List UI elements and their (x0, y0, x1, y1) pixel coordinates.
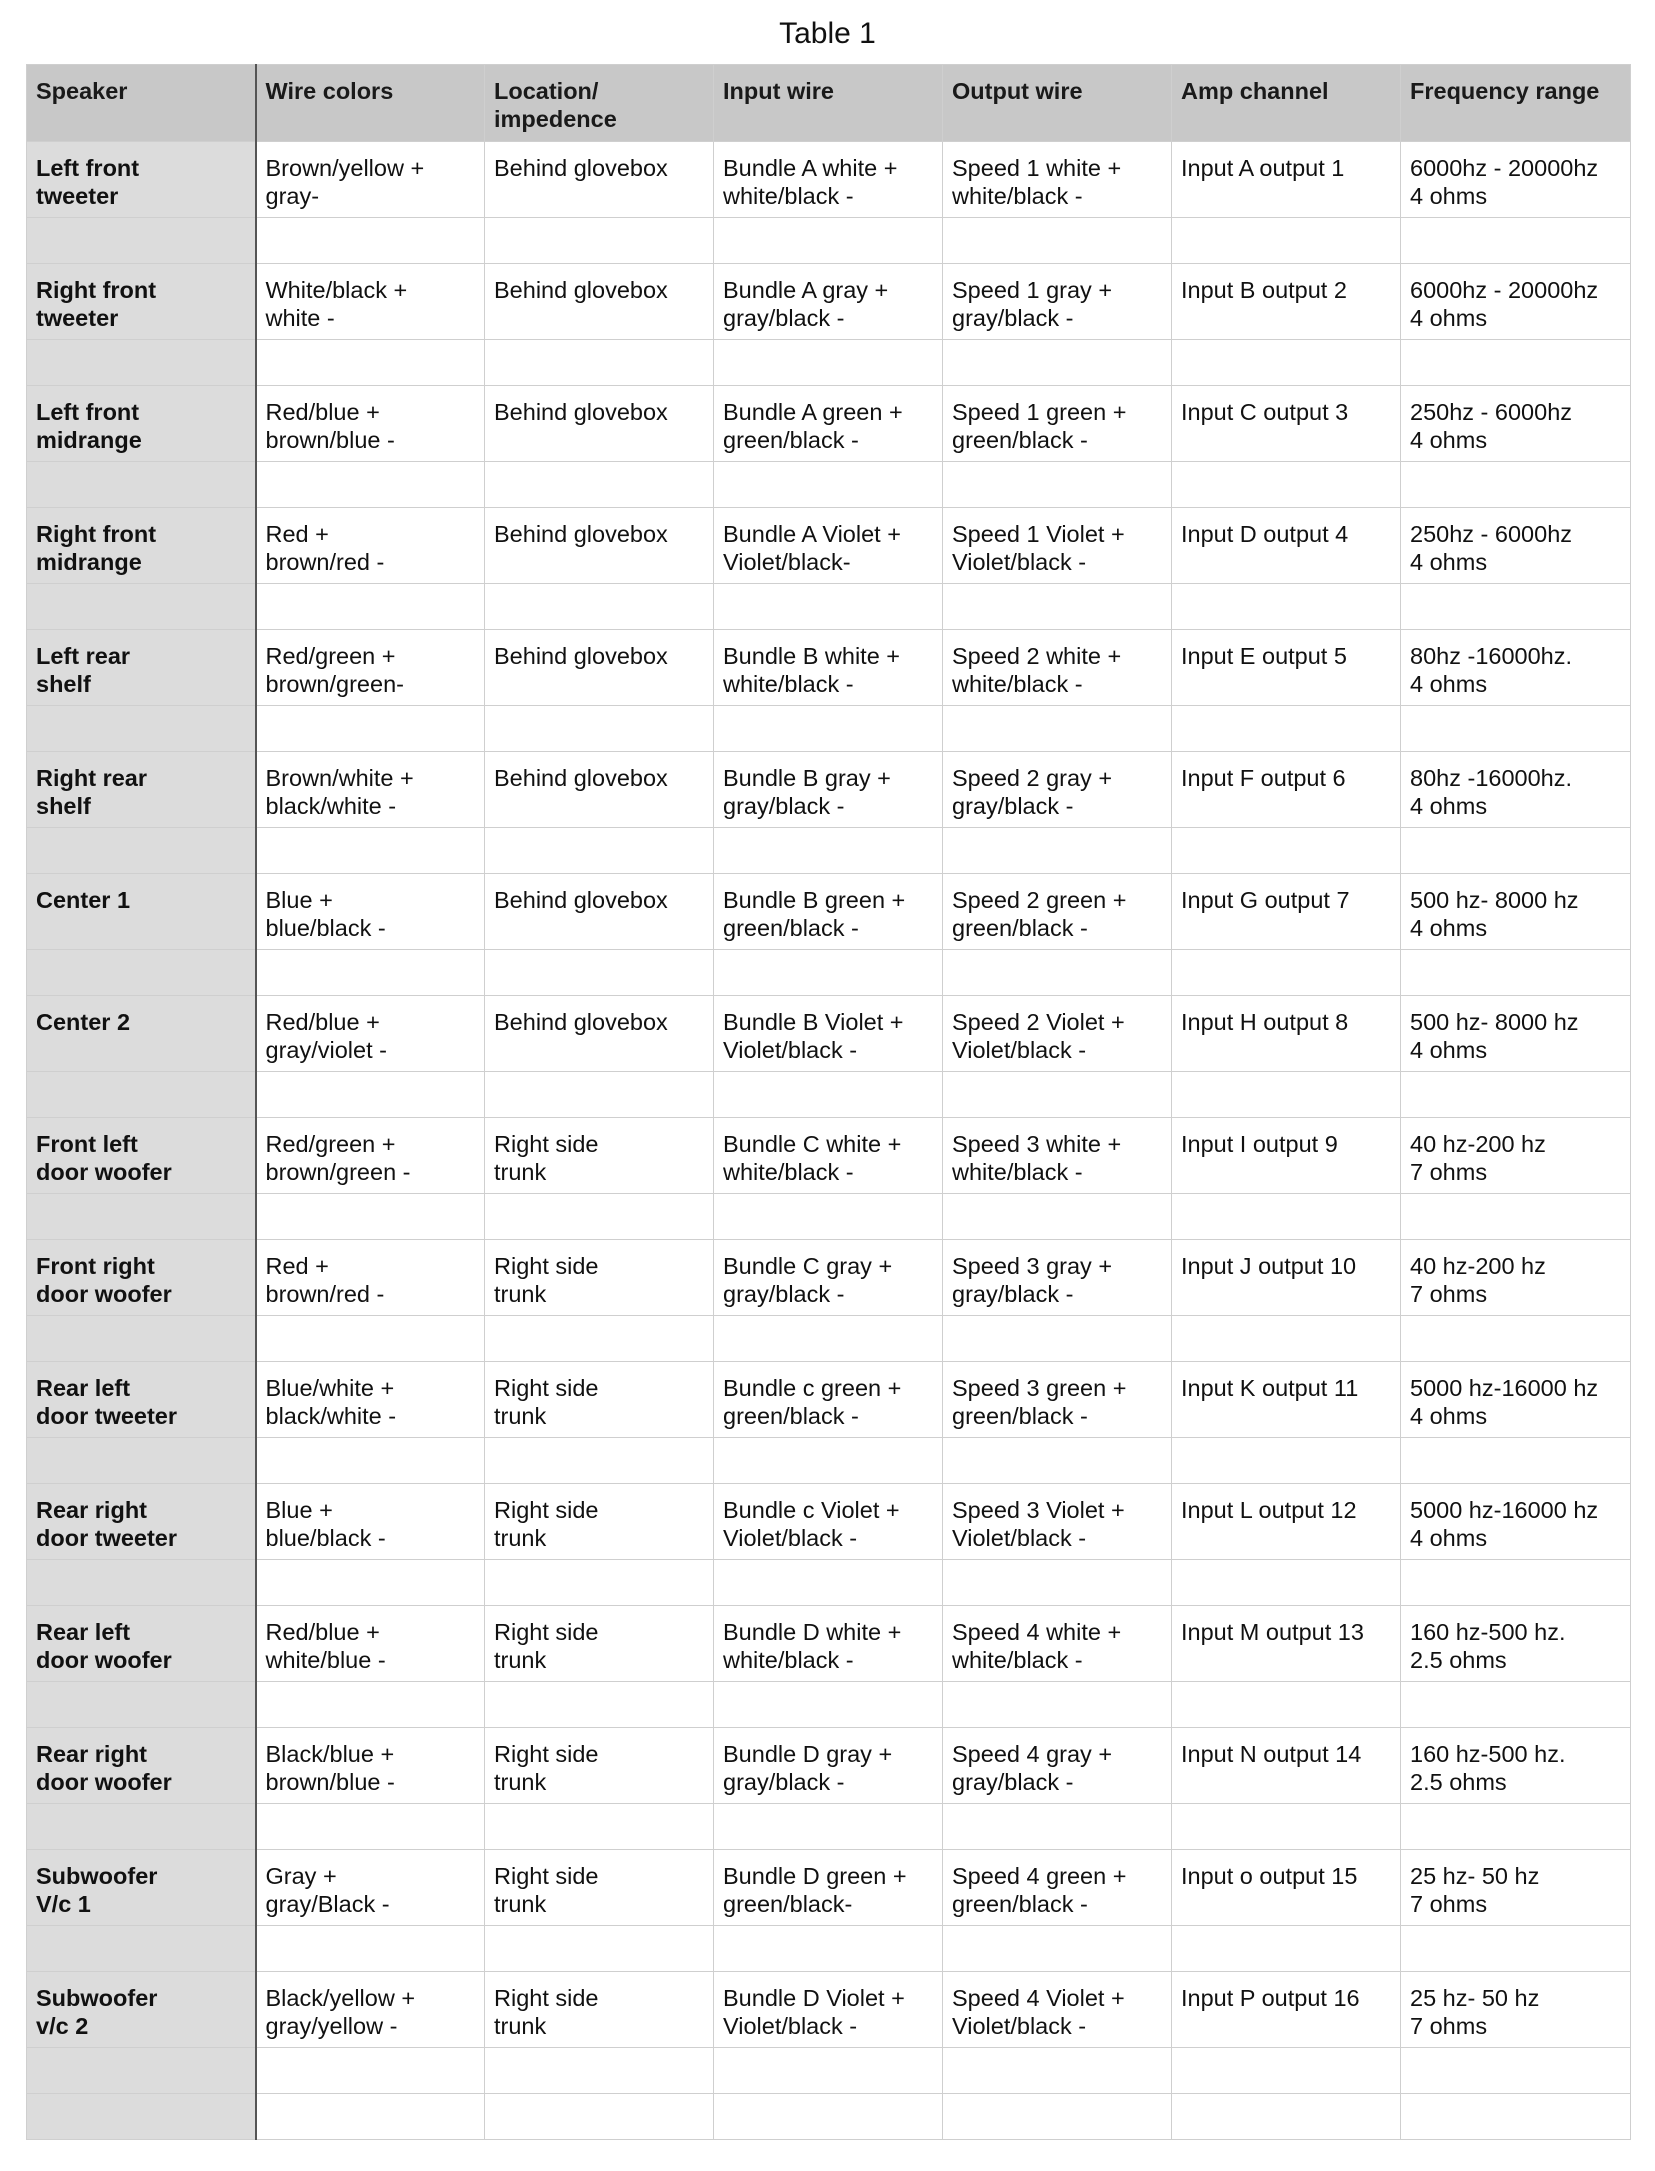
amp-channel-cell: Input J output 10 (1172, 1240, 1401, 1316)
output-wire-cell: Speed 1 gray + gray/black - (943, 264, 1172, 340)
empty-cell (1172, 1804, 1401, 1850)
wire-colors-cell: Gray + gray/Black - (256, 1850, 485, 1926)
table-row (27, 630, 1631, 706)
frequency-range-cell: 250hz - 6000hz 4 ohms (1401, 386, 1631, 462)
empty-cell (714, 1804, 943, 1850)
amp-channel-cell: Input N output 14 (1172, 1728, 1401, 1804)
frequency-range-cell: 5000 hz-16000 hz 4 ohms (1401, 1484, 1631, 1560)
output-wire-cell: Speed 2 Violet + Violet/black - (943, 996, 1172, 1072)
speaker-cell: Rear left door tweeter (27, 1362, 256, 1438)
empty-cell (1172, 218, 1401, 264)
location-cell: Behind glovebox (485, 386, 714, 462)
empty-cell (1172, 2048, 1401, 2094)
speaker-cell: Rear right door woofer (27, 1728, 256, 1804)
spacer-row (27, 1072, 1631, 1118)
wire-colors-cell: Black/blue + brown/blue - (256, 1728, 485, 1804)
frequency-range-cell: 5000 hz-16000 hz 4 ohms (1401, 1362, 1631, 1438)
empty-cell (1401, 1072, 1631, 1118)
empty-cell (485, 1682, 714, 1728)
empty-cell (1401, 1316, 1631, 1362)
empty-cell (485, 1804, 714, 1850)
empty-cell (485, 2094, 714, 2140)
empty-cell (485, 1194, 714, 1240)
empty-cell (485, 1926, 714, 1972)
empty-cell (1401, 218, 1631, 264)
speaker-cell: Subwoofer V/c 1 (27, 1850, 256, 1926)
header-output-wire: Output wire (943, 65, 1172, 142)
speaker-cell: Front right door woofer (27, 1240, 256, 1316)
empty-cell (256, 340, 485, 386)
empty-cell (27, 2048, 256, 2094)
output-wire-cell: Speed 2 green + green/black - (943, 874, 1172, 950)
header-row (27, 65, 1631, 142)
input-wire-cell: Bundle c Violet + Violet/black - (714, 1484, 943, 1560)
empty-cell (256, 2094, 485, 2140)
empty-cell (27, 218, 256, 264)
location-cell: Behind glovebox (485, 508, 714, 584)
wire-colors-cell: Black/yellow + gray/yellow - (256, 1972, 485, 2048)
output-wire-cell: Speed 3 Violet + Violet/black - (943, 1484, 1172, 1560)
location-cell: Right side trunk (485, 1240, 714, 1316)
speaker-cell: Front left door woofer (27, 1118, 256, 1194)
location-cell: Behind glovebox (485, 996, 714, 1072)
header-wire-colors: Wire colors (256, 65, 485, 142)
empty-cell (256, 1438, 485, 1484)
empty-cell (1401, 1926, 1631, 1972)
output-wire-cell: Speed 4 white + white/black - (943, 1606, 1172, 1682)
empty-cell (714, 1926, 943, 1972)
empty-cell (485, 462, 714, 508)
wire-colors-cell: Red/blue + brown/blue - (256, 386, 485, 462)
empty-cell (256, 1926, 485, 1972)
speaker-cell: Left front tweeter (27, 142, 256, 218)
input-wire-cell: Bundle A white + white/black - (714, 142, 943, 218)
spacer-row (27, 1804, 1631, 1850)
table-row (27, 264, 1631, 340)
table-row (27, 1362, 1631, 1438)
spacer-row (27, 2048, 1631, 2094)
speaker-cell: Right front midrange (27, 508, 256, 584)
spacer-row (27, 828, 1631, 874)
empty-cell (27, 1926, 256, 1972)
amp-channel-cell: Input I output 9 (1172, 1118, 1401, 1194)
empty-cell (256, 828, 485, 874)
empty-cell (943, 462, 1172, 508)
location-cell: Behind glovebox (485, 142, 714, 218)
amp-channel-cell: Input E output 5 (1172, 630, 1401, 706)
empty-cell (256, 462, 485, 508)
input-wire-cell: Bundle D green + green/black- (714, 1850, 943, 1926)
empty-cell (1172, 1316, 1401, 1362)
table-row (27, 508, 1631, 584)
input-wire-cell: Bundle B Violet + Violet/black - (714, 996, 943, 1072)
empty-cell (714, 1316, 943, 1362)
header-input-wire: Input wire (714, 65, 943, 142)
empty-cell (1401, 1438, 1631, 1484)
amp-channel-cell: Input H output 8 (1172, 996, 1401, 1072)
table-row (27, 996, 1631, 1072)
empty-cell (256, 2048, 485, 2094)
table-row (27, 1484, 1631, 1560)
speaker-cell: Left front midrange (27, 386, 256, 462)
empty-cell (1401, 340, 1631, 386)
table-row (27, 386, 1631, 462)
empty-cell (714, 1560, 943, 1606)
output-wire-cell: Speed 4 green + green/black - (943, 1850, 1172, 1926)
empty-cell (943, 584, 1172, 630)
empty-cell (943, 1194, 1172, 1240)
table-row (27, 142, 1631, 218)
speaker-cell: Rear left door woofer (27, 1606, 256, 1682)
empty-cell (27, 706, 256, 752)
wire-colors-cell: Red/blue + gray/violet - (256, 996, 485, 1072)
empty-cell (485, 218, 714, 264)
wire-colors-cell: Blue + blue/black - (256, 1484, 485, 1560)
empty-cell (485, 584, 714, 630)
table-row (27, 1240, 1631, 1316)
frequency-range-cell: 500 hz- 8000 hz 4 ohms (1401, 874, 1631, 950)
header-speaker: Speaker (27, 65, 256, 142)
output-wire-cell: Speed 4 Violet + Violet/black - (943, 1972, 1172, 2048)
empty-cell (1172, 1072, 1401, 1118)
amp-channel-cell: Input M output 13 (1172, 1606, 1401, 1682)
empty-cell (485, 1438, 714, 1484)
output-wire-cell: Speed 3 white + white/black - (943, 1118, 1172, 1194)
wire-colors-cell: Red/blue + white/blue - (256, 1606, 485, 1682)
wire-colors-cell: Blue + blue/black - (256, 874, 485, 950)
table-row (27, 1118, 1631, 1194)
empty-cell (1401, 1560, 1631, 1606)
empty-cell (1172, 1926, 1401, 1972)
empty-cell (485, 1072, 714, 1118)
speaker-cell: Center 2 (27, 996, 256, 1072)
empty-cell (714, 1682, 943, 1728)
spacer-row (27, 2094, 1631, 2140)
empty-cell (1401, 2048, 1631, 2094)
empty-cell (1401, 1194, 1631, 1240)
empty-cell (714, 1438, 943, 1484)
empty-cell (256, 1072, 485, 1118)
empty-cell (943, 1560, 1172, 1606)
empty-cell (256, 706, 485, 752)
speaker-cell: Right rear shelf (27, 752, 256, 828)
empty-cell (1401, 950, 1631, 996)
empty-cell (943, 340, 1172, 386)
empty-cell (485, 340, 714, 386)
empty-cell (256, 1560, 485, 1606)
empty-cell (1401, 584, 1631, 630)
spacer-row (27, 706, 1631, 752)
empty-cell (943, 2094, 1172, 2140)
location-cell: Right side trunk (485, 1850, 714, 1926)
empty-cell (943, 706, 1172, 752)
frequency-range-cell: 80hz -16000hz. 4 ohms (1401, 752, 1631, 828)
empty-cell (1172, 1194, 1401, 1240)
frequency-range-cell: 250hz - 6000hz 4 ohms (1401, 508, 1631, 584)
table-body (27, 142, 1631, 2140)
table-row (27, 1606, 1631, 1682)
empty-cell (714, 950, 943, 996)
amp-channel-cell: Input D output 4 (1172, 508, 1401, 584)
input-wire-cell: Bundle c green + green/black - (714, 1362, 943, 1438)
empty-cell (714, 1194, 943, 1240)
empty-cell (27, 340, 256, 386)
empty-cell (943, 2048, 1172, 2094)
amp-channel-cell: Input B output 2 (1172, 264, 1401, 340)
amp-channel-cell: Input L output 12 (1172, 1484, 1401, 1560)
empty-cell (27, 1438, 256, 1484)
output-wire-cell: Speed 1 Violet + Violet/black - (943, 508, 1172, 584)
wire-colors-cell: Brown/yellow + gray- (256, 142, 485, 218)
empty-cell (27, 828, 256, 874)
empty-cell (27, 2094, 256, 2140)
empty-cell (1401, 462, 1631, 508)
table-row (27, 1972, 1631, 2048)
empty-cell (485, 1316, 714, 1362)
frequency-range-cell: 25 hz- 50 hz 7 ohms (1401, 1850, 1631, 1926)
speaker-cell: Subwoofer v/c 2 (27, 1972, 256, 2048)
empty-cell (27, 1804, 256, 1850)
output-wire-cell: Speed 2 gray + gray/black - (943, 752, 1172, 828)
empty-cell (1172, 1438, 1401, 1484)
frequency-range-cell: 40 hz-200 hz 7 ohms (1401, 1240, 1631, 1316)
location-cell: Right side trunk (485, 1606, 714, 1682)
table-title: Table 1 (779, 17, 876, 50)
empty-cell (485, 828, 714, 874)
empty-cell (27, 950, 256, 996)
wire-colors-cell: Red/green + brown/green- (256, 630, 485, 706)
wire-colors-cell: Brown/white + black/white - (256, 752, 485, 828)
amp-channel-cell: Input K output 11 (1172, 1362, 1401, 1438)
empty-cell (1172, 2094, 1401, 2140)
location-cell: Behind glovebox (485, 264, 714, 340)
speaker-cell: Rear right door tweeter (27, 1484, 256, 1560)
amp-channel-cell: Input F output 6 (1172, 752, 1401, 828)
empty-cell (256, 950, 485, 996)
empty-cell (256, 584, 485, 630)
wire-colors-cell: Red/green + brown/green - (256, 1118, 485, 1194)
header-amp-channel: Amp channel (1172, 65, 1401, 142)
speaker-cell: Right front tweeter (27, 264, 256, 340)
frequency-range-cell: 40 hz-200 hz 7 ohms (1401, 1118, 1631, 1194)
empty-cell (943, 1926, 1172, 1972)
spacer-row (27, 1194, 1631, 1240)
header-frequency-range: Frequency range (1401, 65, 1631, 142)
table-row (27, 752, 1631, 828)
input-wire-cell: Bundle D Violet + Violet/black - (714, 1972, 943, 2048)
empty-cell (714, 1072, 943, 1118)
location-cell: Behind glovebox (485, 630, 714, 706)
amp-channel-cell: Input o output 15 (1172, 1850, 1401, 1926)
output-wire-cell: Speed 1 green + green/black - (943, 386, 1172, 462)
spacer-row (27, 340, 1631, 386)
empty-cell (1172, 706, 1401, 752)
empty-cell (485, 1560, 714, 1606)
amp-channel-cell: Input C output 3 (1172, 386, 1401, 462)
wire-colors-cell: Red + brown/red - (256, 508, 485, 584)
table-row (27, 1728, 1631, 1804)
output-wire-cell: Speed 4 gray + gray/black - (943, 1728, 1172, 1804)
input-wire-cell: Bundle B gray + gray/black - (714, 752, 943, 828)
speaker-wiring-table (26, 64, 1631, 2140)
empty-cell (943, 1804, 1172, 1850)
empty-cell (1172, 1682, 1401, 1728)
input-wire-cell: Bundle C gray + gray/black - (714, 1240, 943, 1316)
empty-cell (1401, 1804, 1631, 1850)
empty-cell (256, 218, 485, 264)
input-wire-cell: Bundle B white + white/black - (714, 630, 943, 706)
empty-cell (714, 706, 943, 752)
spacer-row (27, 1560, 1631, 1606)
frequency-range-cell: 160 hz-500 hz. 2.5 ohms (1401, 1606, 1631, 1682)
wire-colors-cell: White/black + white - (256, 264, 485, 340)
location-cell: Behind glovebox (485, 874, 714, 950)
wire-colors-cell: Red + brown/red - (256, 1240, 485, 1316)
wire-colors-cell: Blue/white + black/white - (256, 1362, 485, 1438)
spacer-row (27, 1438, 1631, 1484)
location-cell: Right side trunk (485, 1362, 714, 1438)
header-location: Location/ impedence (485, 65, 714, 142)
empty-cell (256, 1194, 485, 1240)
empty-cell (1172, 1560, 1401, 1606)
spacer-row (27, 1682, 1631, 1728)
empty-cell (943, 1682, 1172, 1728)
empty-cell (256, 1804, 485, 1850)
empty-cell (714, 340, 943, 386)
spacer-row (27, 950, 1631, 996)
frequency-range-cell: 160 hz-500 hz. 2.5 ohms (1401, 1728, 1631, 1804)
input-wire-cell: Bundle A green + green/black - (714, 386, 943, 462)
empty-cell (1172, 462, 1401, 508)
empty-cell (943, 950, 1172, 996)
empty-cell (485, 706, 714, 752)
empty-cell (27, 1560, 256, 1606)
location-cell: Behind glovebox (485, 752, 714, 828)
empty-cell (714, 828, 943, 874)
input-wire-cell: Bundle A gray + gray/black - (714, 264, 943, 340)
empty-cell (1172, 950, 1401, 996)
empty-cell (1401, 706, 1631, 752)
output-wire-cell: Speed 3 green + green/black - (943, 1362, 1172, 1438)
spacer-row (27, 584, 1631, 630)
speaker-cell: Left rear shelf (27, 630, 256, 706)
spacer-row (27, 1316, 1631, 1362)
empty-cell (1401, 1682, 1631, 1728)
frequency-range-cell: 6000hz - 20000hz 4 ohms (1401, 142, 1631, 218)
input-wire-cell: Bundle C white + white/black - (714, 1118, 943, 1194)
empty-cell (1172, 340, 1401, 386)
amp-channel-cell: Input G output 7 (1172, 874, 1401, 950)
location-cell: Right side trunk (485, 1118, 714, 1194)
empty-cell (714, 218, 943, 264)
empty-cell (27, 1194, 256, 1240)
empty-cell (256, 1316, 485, 1362)
spacer-row (27, 1926, 1631, 1972)
empty-cell (1172, 828, 1401, 874)
output-wire-cell: Speed 1 white + white/black - (943, 142, 1172, 218)
empty-cell (714, 584, 943, 630)
frequency-range-cell: 6000hz - 20000hz 4 ohms (1401, 264, 1631, 340)
empty-cell (714, 2048, 943, 2094)
location-cell: Right side trunk (485, 1728, 714, 1804)
empty-cell (27, 1072, 256, 1118)
table-header (27, 65, 1631, 142)
empty-cell (485, 950, 714, 996)
empty-cell (1172, 584, 1401, 630)
empty-cell (943, 828, 1172, 874)
input-wire-cell: Bundle D white + white/black - (714, 1606, 943, 1682)
table-row (27, 874, 1631, 950)
location-cell: Right side trunk (485, 1972, 714, 2048)
empty-cell (27, 1682, 256, 1728)
empty-cell (27, 584, 256, 630)
empty-cell (1401, 828, 1631, 874)
empty-cell (27, 1316, 256, 1362)
empty-cell (1401, 2094, 1631, 2140)
spacer-row (27, 462, 1631, 508)
empty-cell (714, 462, 943, 508)
empty-cell (256, 1682, 485, 1728)
frequency-range-cell: 500 hz- 8000 hz 4 ohms (1401, 996, 1631, 1072)
empty-cell (943, 218, 1172, 264)
location-cell: Right side trunk (485, 1484, 714, 1560)
table-row (27, 1850, 1631, 1926)
amp-channel-cell: Input P output 16 (1172, 1972, 1401, 2048)
amp-channel-cell: Input A output 1 (1172, 142, 1401, 218)
frequency-range-cell: 80hz -16000hz. 4 ohms (1401, 630, 1631, 706)
input-wire-cell: Bundle D gray + gray/black - (714, 1728, 943, 1804)
speaker-cell: Center 1 (27, 874, 256, 950)
input-wire-cell: Bundle A Violet + Violet/black- (714, 508, 943, 584)
output-wire-cell: Speed 2 white + white/black - (943, 630, 1172, 706)
empty-cell (714, 2094, 943, 2140)
frequency-range-cell: 25 hz- 50 hz 7 ohms (1401, 1972, 1631, 2048)
empty-cell (943, 1316, 1172, 1362)
empty-cell (943, 1072, 1172, 1118)
spacer-row (27, 218, 1631, 264)
input-wire-cell: Bundle B green + green/black - (714, 874, 943, 950)
empty-cell (27, 462, 256, 508)
output-wire-cell: Speed 3 gray + gray/black - (943, 1240, 1172, 1316)
empty-cell (485, 2048, 714, 2094)
empty-cell (943, 1438, 1172, 1484)
